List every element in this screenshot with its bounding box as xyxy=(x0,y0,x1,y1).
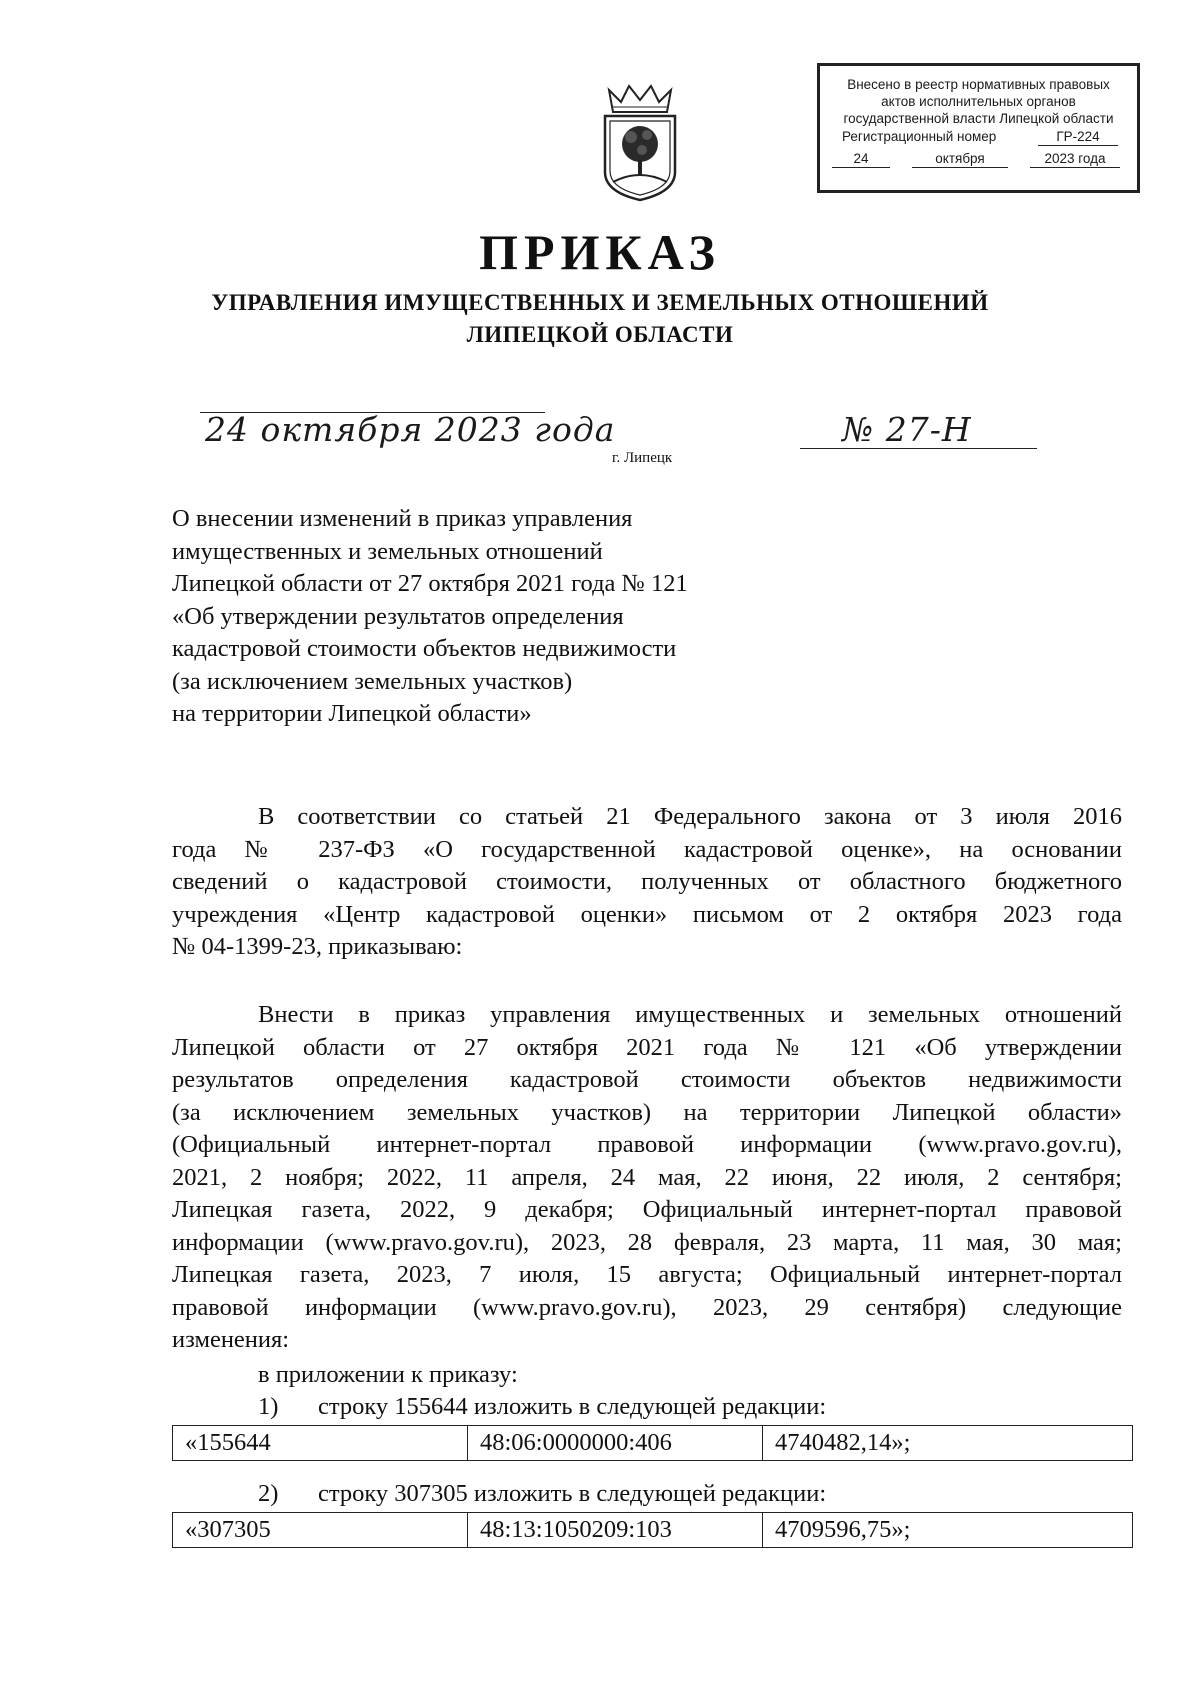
paragraph-line: (Официальный интернет-портал правовой информации (www.pravo.gov.ru), xyxy=(172,1131,1122,1158)
stamp-line-1: Внесено в реестр нормативных правовых xyxy=(847,77,1110,92)
cadastral-number-cell: 48:06:0000000:406 xyxy=(468,1426,763,1461)
subject-line: «Об утверждении результатов определения xyxy=(172,602,624,630)
paragraph-line: Липецкая газета, 2023, 7 июля, 15 августа; Официальный интернет-портал xyxy=(172,1261,1122,1288)
paragraph-line: В соответствии со статьей 21 Федерального закона от 3 июля 2016 xyxy=(258,803,1122,830)
item-number: 2) xyxy=(258,1480,279,1507)
item-number: 1) xyxy=(258,1393,279,1420)
table-row xyxy=(173,1513,1133,1548)
paragraph-line: учреждения «Центр кадастровой оценки» письмом от 2 октября 2023 года xyxy=(172,900,1122,928)
stamp-line-2: актов исполнительных органов xyxy=(881,94,1076,109)
annex-label: в приложении к приказу: xyxy=(258,1361,518,1388)
paragraph-line: № 04-1399-23, приказываю: xyxy=(172,933,463,960)
stamp-year: 2023 года xyxy=(1030,150,1120,168)
paragraph-line: правовой информации (www.pravo.gov.ru), 2023, 29 сентября) следующие xyxy=(172,1293,1122,1321)
amendment-item-2 xyxy=(258,1478,826,1511)
paragraph-line: года № 237-ФЗ «О государственной кадастровой оценке», на основании xyxy=(172,835,1122,863)
paragraph-line: 2021, 2 ноября; 2022, 11 апреля, 24 мая, 22 июня, 22 июля, 2 сентября; xyxy=(172,1163,1122,1191)
row-number-cell: «155644 xyxy=(173,1426,468,1461)
paragraph-line: сведений о кадастровой стоимости, полученных от областного бюджетного xyxy=(172,868,1122,895)
city-label: г. Липецк xyxy=(612,450,673,466)
row-number-cell: «307305 xyxy=(173,1513,468,1548)
paragraph-line: Липецкая газета, 2022, 9 декабря; Официальный интернет-портал правовой xyxy=(172,1196,1122,1223)
issuer-line-1: УПРАВЛЕНИЯ ИМУЩЕСТВЕННЫХ И ЗЕМЕЛЬНЫХ ОТНОШЕНИЙ xyxy=(211,290,989,315)
stamp-reg-label: Регистрационный номер xyxy=(842,129,997,144)
subject-line: (за исключением земельных участков) xyxy=(172,667,573,695)
preamble-paragraph xyxy=(172,801,1122,964)
handwritten-date: 24 октября 2023 года xyxy=(205,410,616,449)
subject-line: О внесении изменений в приказ управления xyxy=(172,505,633,532)
paragraph-line: результатов определения кадастровой стоимости объектов недвижимости xyxy=(172,1066,1122,1093)
item-text: строку 155644 изложить в следующей редакции: xyxy=(318,1393,827,1420)
cadastral-value-cell: 4709596,75»; xyxy=(763,1513,1133,1548)
paragraph-line: Липецкой области от 27 октября 2021 года № 121 «Об утверждении xyxy=(172,1033,1122,1061)
paragraph-line: изменения: xyxy=(172,1326,290,1353)
coat-of-arms-emblem xyxy=(595,82,685,204)
stamp-line-3: государственной власти Липецкой области xyxy=(843,111,1114,126)
table-row xyxy=(173,1426,1133,1461)
handwritten-order-number: № 27-Н xyxy=(842,410,972,449)
cadastral-number-cell: 48:13:1050209:103 xyxy=(468,1513,763,1548)
document-title: ПРИКАЗ xyxy=(479,224,721,280)
stamp-reg-number: ГР-224 xyxy=(1038,128,1118,146)
item-text: строку 307305 изложить в следующей редакции: xyxy=(318,1480,827,1507)
amendment-item-1 xyxy=(258,1391,826,1424)
paragraph-line: информации (www.pravo.gov.ru), 2023, 28 февраля, 23 марта, 11 мая, 30 мая; xyxy=(172,1228,1122,1256)
subject-line: имущественных и земельных отношений xyxy=(172,537,603,565)
cadastral-value-cell: 4740482,14»; xyxy=(763,1426,1133,1461)
subject-line: кадастровой стоимости объектов недвижимости xyxy=(172,635,677,662)
amendment-table-2 xyxy=(172,1512,1133,1548)
paragraph-line: (за исключением земельных участков) на территории Липецкой области» xyxy=(172,1098,1122,1126)
stamp-month: октября xyxy=(912,150,1008,168)
amendment-paragraph xyxy=(172,999,1122,1357)
stamp-day: 24 xyxy=(832,150,890,168)
paragraph-line: Внести в приказ управления имущественных и земельных отношений xyxy=(258,1001,1122,1028)
issuer-line-2: ЛИПЕЦКОЙ ОБЛАСТИ xyxy=(466,322,734,347)
amendment-table-1 xyxy=(172,1425,1133,1461)
registry-stamp xyxy=(817,63,1140,193)
order-subject xyxy=(172,503,812,731)
subject-line: на территории Липецкой области» xyxy=(172,700,532,727)
subject-line: Липецкой области от 27 октября 2021 года № 121 xyxy=(172,570,688,597)
